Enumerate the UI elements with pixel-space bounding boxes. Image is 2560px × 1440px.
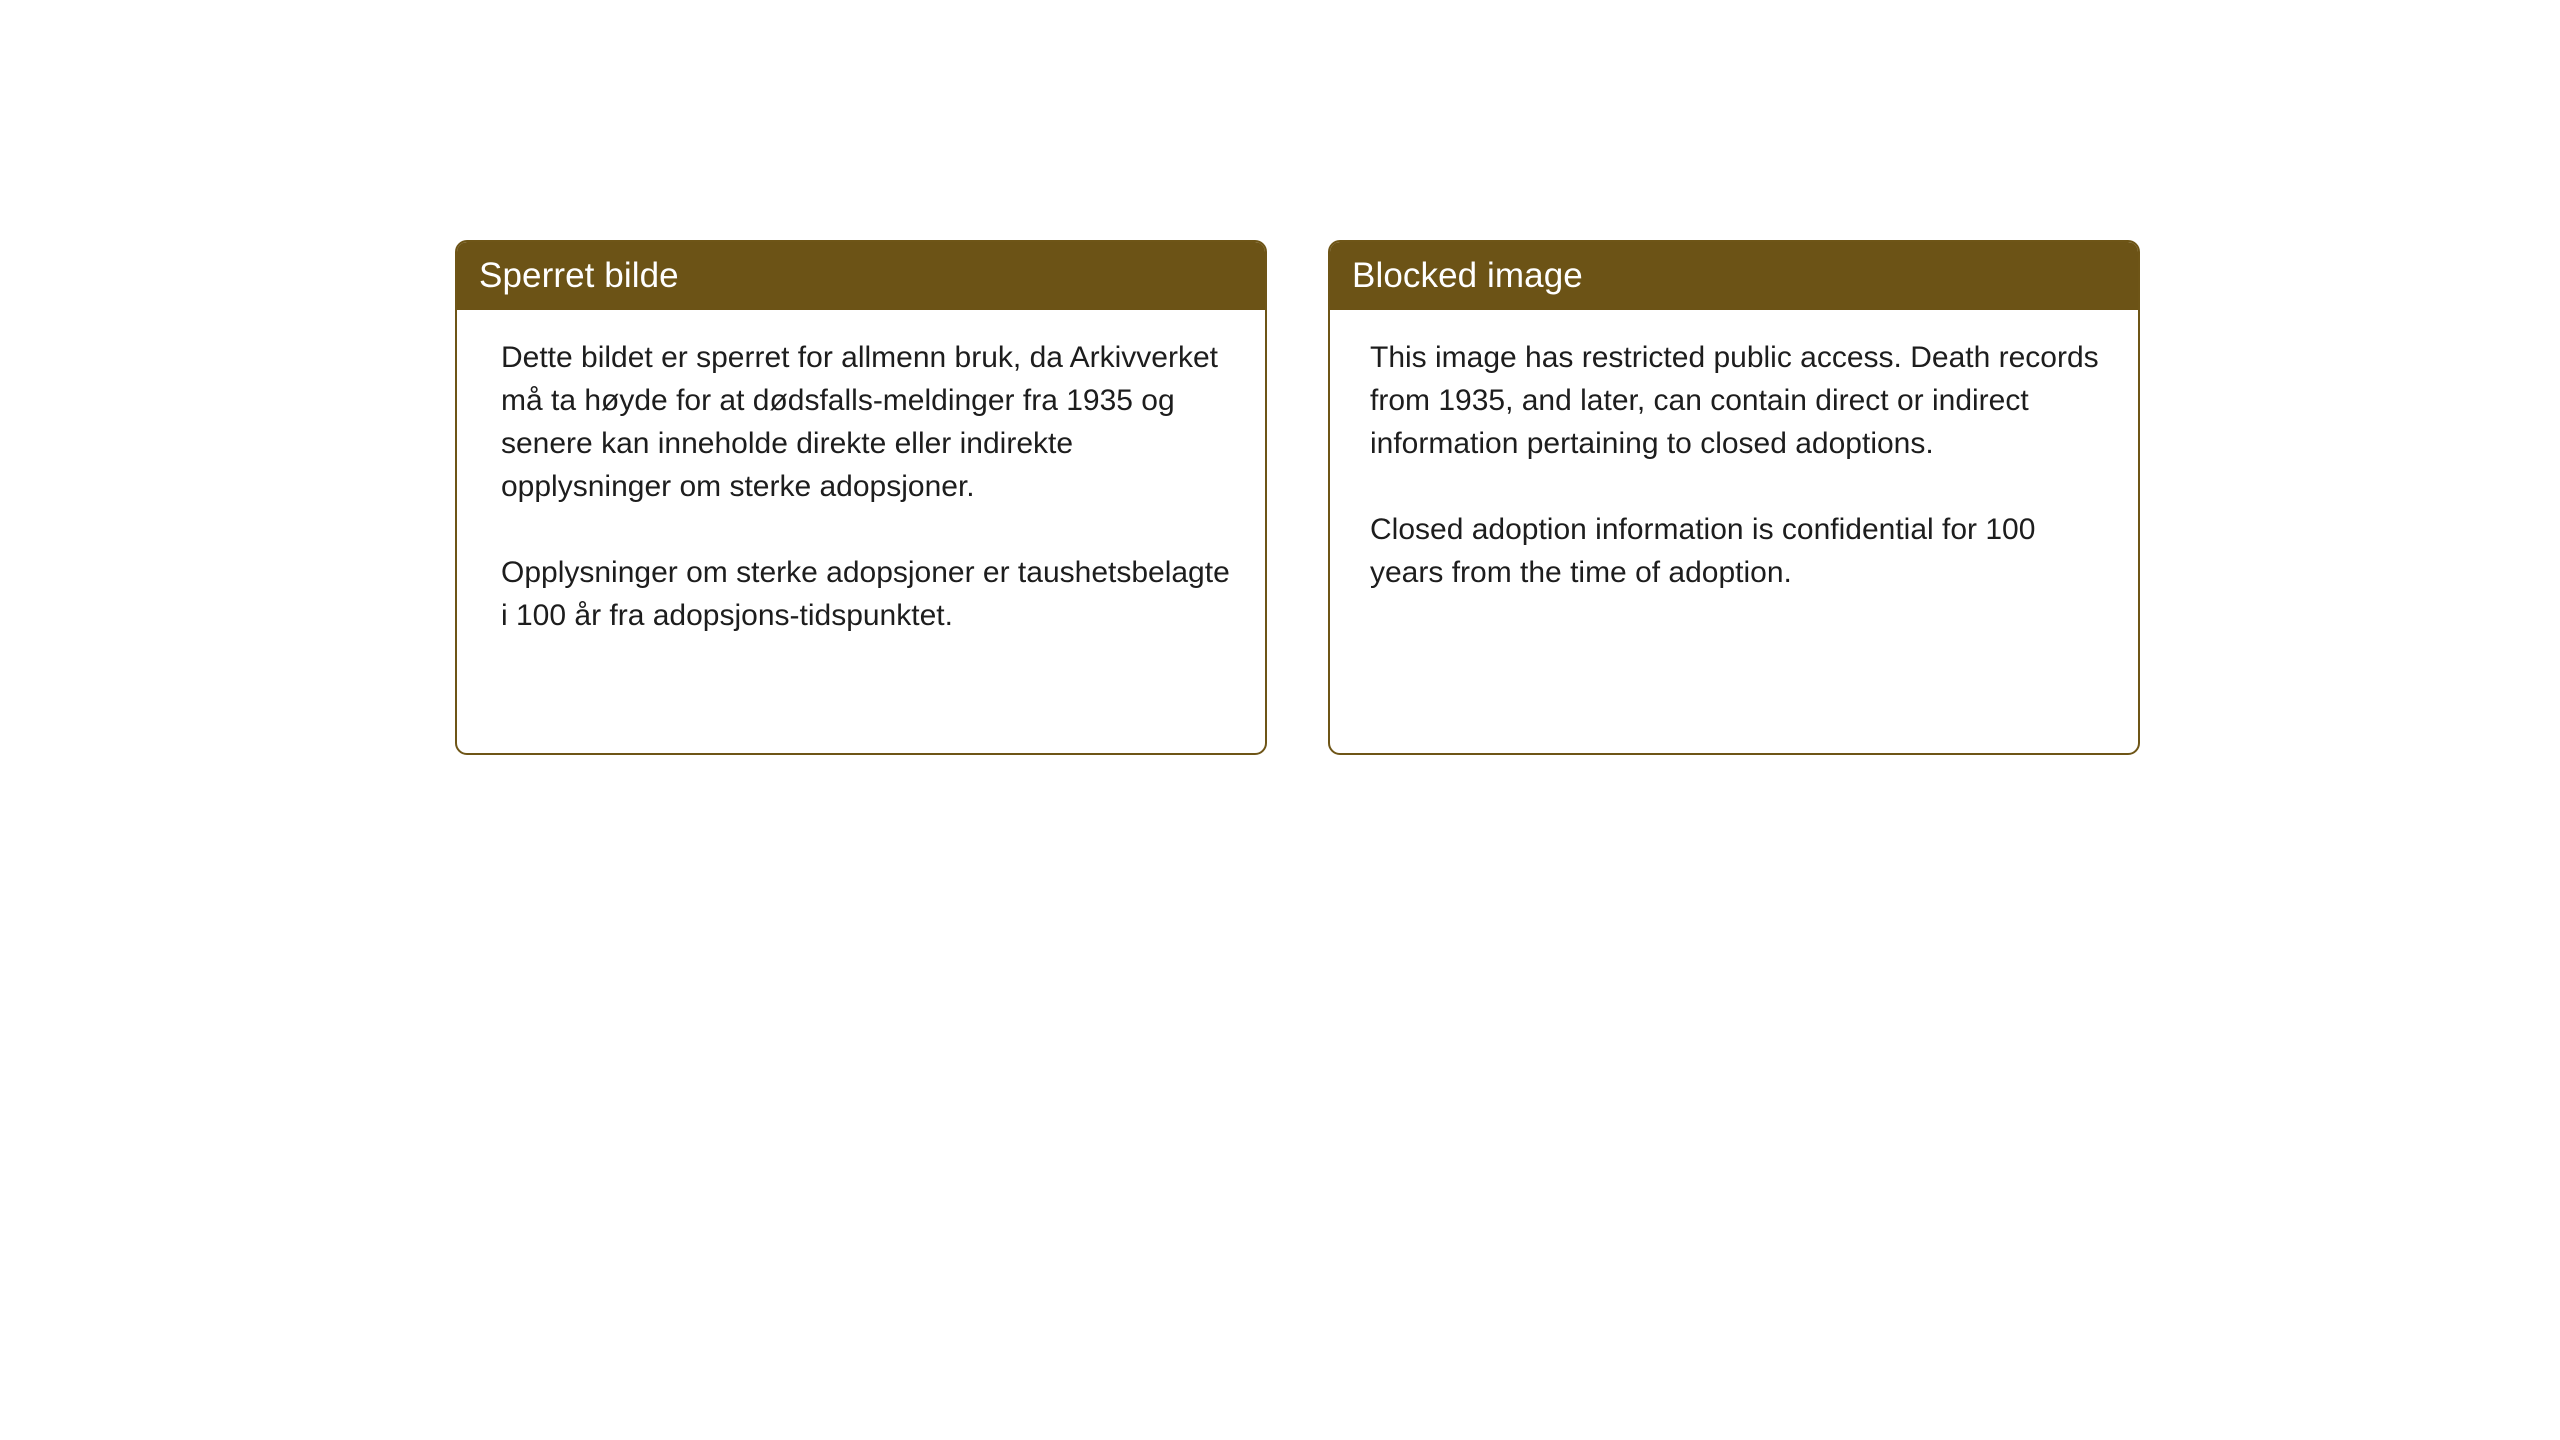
notice-paragraph: Closed adoption information is confidential for 100 years from the time of adoption. [1370, 513, 2036, 589]
notice-paragraph: Opplysninger om sterke adopsjoner er taushetsbelagte i 100 år fra adopsjons-tidspunktet. [501, 556, 1230, 632]
notice-paragraph: This image has restricted public access. Death records from 1935, and later, can contain direct or indirect information pertaining to closed adoptions. [1370, 341, 2099, 460]
blocked-image-notice-norwegian [455, 240, 1267, 755]
notice-paragraph: Dette bildet er sperret for allmenn bruk, da Arkivverket må ta høyde for at dødsfalls-meldinger fra 1935 og senere kan inneholde direkte eller indirekte opplysninger om sterke adopsjoner. [501, 341, 1218, 503]
notice-body-norwegian [457, 310, 1265, 667]
blocked-image-notice-english [1328, 240, 2140, 755]
notice-card-row [455, 240, 2140, 755]
notice-title-norwegian: Sperret bilde [457, 242, 1265, 310]
notice-title-english: Blocked image [1330, 242, 2138, 310]
notice-body-english [1330, 310, 2138, 624]
